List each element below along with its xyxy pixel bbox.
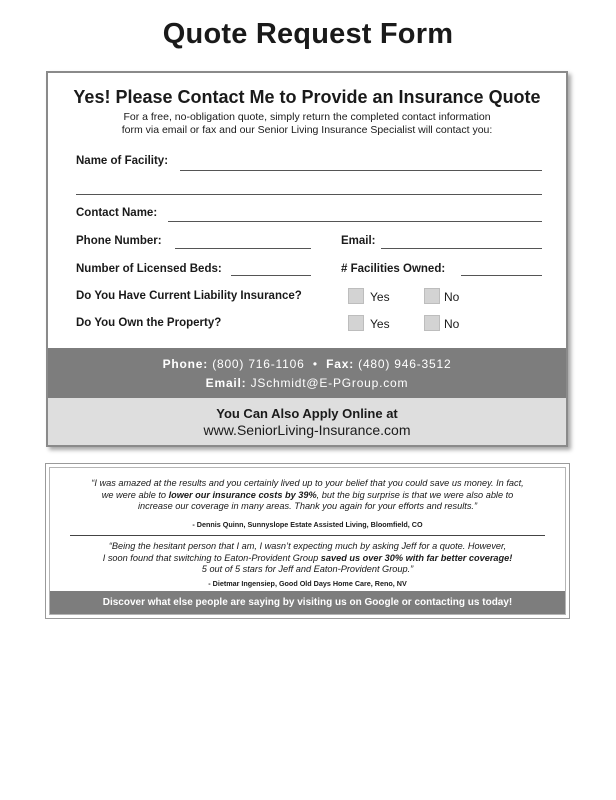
quote-2-highlight: saved us over 30% with far better coverage! [320, 552, 513, 563]
testimonials-footer-band: Discover what else people are saying by visiting us on Google or contacting us today! [50, 591, 565, 614]
property-question-label: Do You Own the Property? [76, 317, 222, 329]
licensed-beds-label: Number of Licensed Beds: [76, 263, 222, 275]
facilities-owned-label: # Facilities Owned: [341, 263, 446, 275]
quote-1-line2-start: we were able to [101, 489, 169, 500]
quote-1-highlight: lower our insurance costs by 39% [168, 489, 317, 500]
fax-number: (480) 946-3512 [358, 357, 452, 371]
property-yes-checkbox[interactable] [348, 315, 364, 331]
phone-info-label: Phone: [162, 357, 209, 371]
email-field[interactable] [381, 248, 542, 249]
fax-info-label: Fax: [326, 357, 355, 371]
quote-1-line3: increase our coverage in many areas. Thank you again for your efforts and results.” [137, 501, 478, 512]
testimonial-quote-2 [50, 541, 565, 576]
contact-name-field[interactable] [168, 221, 542, 222]
testimonials-inner [49, 467, 566, 615]
quote-2-line2 [50, 553, 565, 565]
phone-fax-line [48, 357, 566, 371]
property-yes-label: Yes [370, 317, 390, 331]
quote-request-form [46, 71, 568, 447]
quote-1-line1: “I was amazed at the results and you certainly lived up to your belief that you could save us money. In fact, [91, 478, 524, 488]
website-link[interactable]: www.SeniorLiving-Insurance.com [203, 422, 411, 438]
email-line [48, 376, 566, 390]
bullet-separator: • [312, 357, 318, 371]
liability-no-checkbox[interactable] [424, 288, 440, 304]
email-info-label: Email: [205, 376, 247, 390]
form-heading: Yes! Please Contact Me to Provide an Insurance Quote [73, 87, 541, 107]
phone-field[interactable] [175, 248, 311, 249]
property-no-label: No [444, 317, 460, 331]
form-instructions-line2: form via email or fax and our Senior Living Insurance Specialist will contact you: [121, 124, 493, 136]
facility-name-label: Name of Facility: [76, 155, 169, 167]
phone-label: Phone Number: [76, 235, 162, 247]
email-label: Email: [341, 235, 376, 247]
quote-2-line1: “Being the hesitant person that I am, I wasn’t expecting much by asking Jeff for a quote. However, [108, 541, 507, 551]
apply-online-band [48, 398, 566, 445]
testimonial-divider [70, 535, 545, 536]
phone-number: (800) 716-1106 [212, 357, 305, 371]
testimonial-quote-1 [50, 478, 565, 513]
liability-yes-checkbox[interactable] [348, 288, 364, 304]
quote-2-line3: 5 out of 5 stars for Jeff and Eaton-Provident Group.” [201, 564, 414, 575]
quote-1-line2 [50, 490, 565, 502]
email-address-link[interactable]: JSchmidt@E-PGroup.com [250, 376, 409, 390]
liability-question-label: Do You Have Current Liability Insurance? [76, 290, 302, 302]
facility-name-field-line2[interactable] [76, 194, 542, 195]
facility-name-field[interactable] [180, 170, 542, 171]
quote-2-line2-start: I soon found that switching to Eaton-Provident Group [102, 552, 321, 563]
quote-1-line2-end: , but the big surprise is that we were also able to [316, 489, 514, 500]
liability-yes-label: Yes [370, 290, 390, 304]
testimonial-attribution-2: - Dietmar Ingensiep, Good Old Days Home Care, Reno, NV [208, 579, 407, 588]
testimonial-attribution-1: - Dennis Quinn, Sunnyslope Estate Assisted Living, Bloomfield, CO [192, 520, 423, 529]
facilities-owned-field[interactable] [461, 275, 542, 276]
form-instructions-line1: For a free, no-obligation quote, simply return the completed contact information [123, 111, 491, 123]
contact-info-band [48, 348, 566, 398]
testimonials-box [45, 463, 570, 619]
page-title: Quote Request Form [162, 18, 454, 50]
apply-online-text: You Can Also Apply Online at [216, 406, 398, 421]
liability-no-label: No [444, 290, 460, 304]
contact-name-label: Contact Name: [76, 207, 158, 219]
licensed-beds-field[interactable] [231, 275, 311, 276]
form-instructions [48, 111, 566, 137]
property-no-checkbox[interactable] [424, 315, 440, 331]
